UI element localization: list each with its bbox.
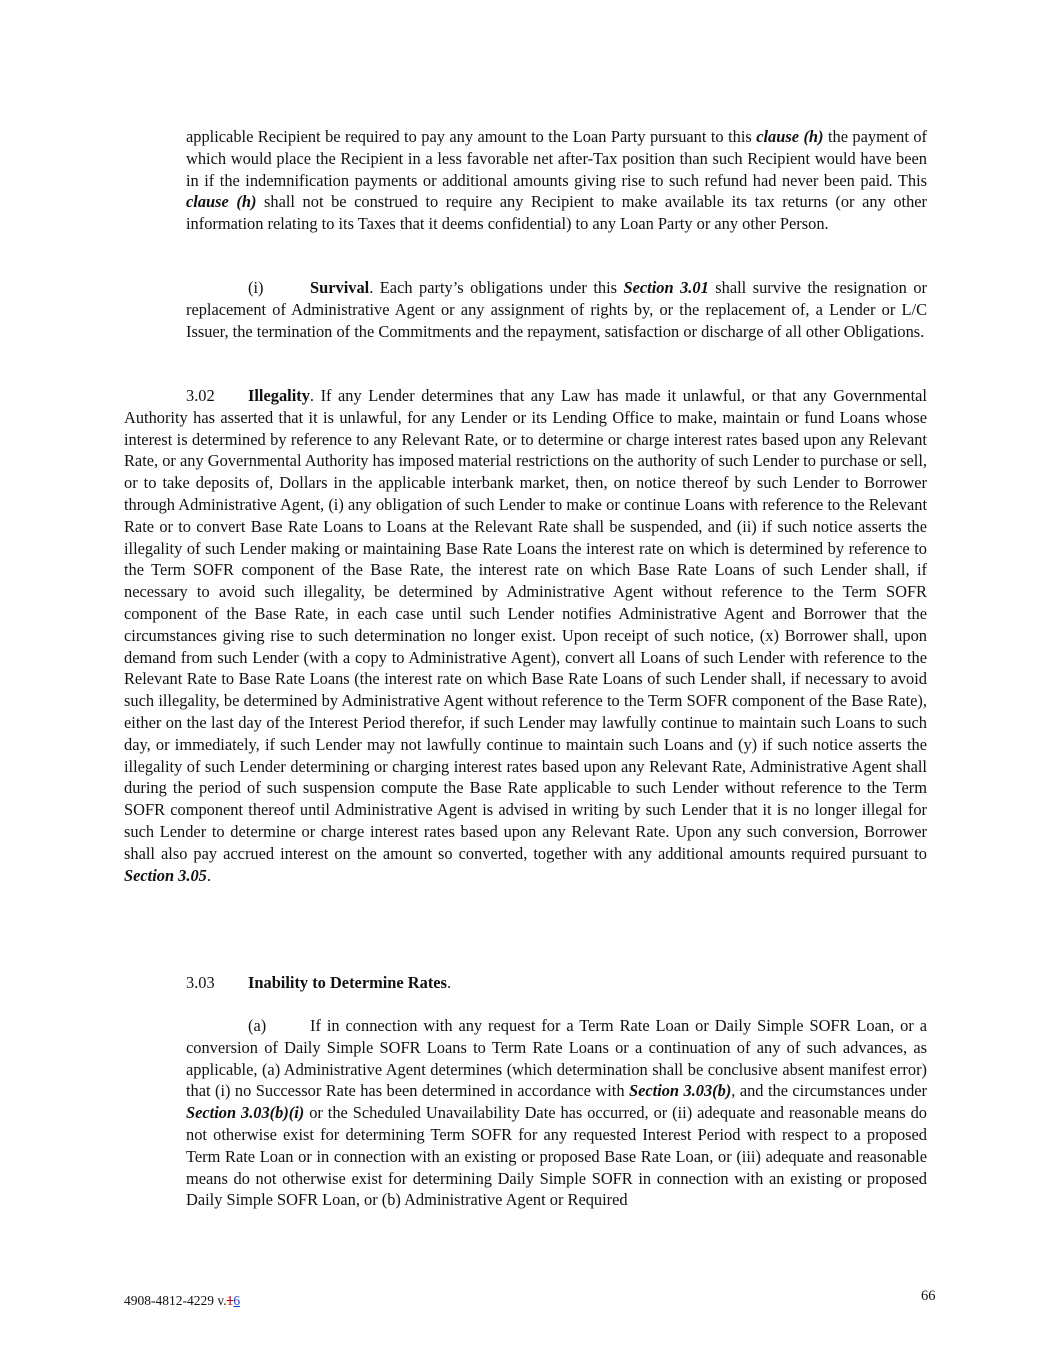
section-heading: Inability to Determine Rates — [248, 973, 447, 992]
cross-reference: Section 3.01 — [623, 278, 709, 297]
section-3-03-heading — [186, 972, 927, 994]
paragraph-h-continuation — [186, 126, 927, 235]
cross-reference: clause (h) — [186, 192, 257, 212]
paragraph-a — [186, 1015, 927, 1211]
cross-reference: Section 3.03(b) — [628, 1081, 732, 1101]
text: applicable Recipient be required to pay any amount to the Loan Party pursuant to this — [186, 127, 757, 146]
text: shall not be construed to require any Recipient to make available its tax returns (or any other information relating to its Taxes that it deems confidential) to any Loan Party or any other Person. — [186, 192, 927, 234]
text: . — [206, 865, 211, 885]
inserted-version: 6 — [233, 1293, 241, 1308]
text: . If any Lender determines that any Law has made it unlawful, or that any Governmental Authority has asserted that it is unlawful, for any Lender or its Lending Office to make, maintain or fund Loans whose interest is determined by reference to any Relevant Rate, or to determine or charge interest rates based upon any Relevant Rate, or any Governmental Authority has imposed material restrictions on the authority of such Lender to purchase or sell, or to take deposits of, Dollars in the applicable interbank market, then, on notice thereof by such Lender to Borrower through Administrative Agent, (i) any obligation of such Lender to make or continue Loans with reference to the Relevant Rate or to convert Base Rate Loans to Loans at the Relevant Rate shall be suspended, and (ii) if such notice asserts the illegality of such Lender making or maintaining Base Rate Loans the interest rate on which is determined by reference to the Term SOFR component of the Base Rate, the interest rate on which Base Rate Loans of such Lender shall, if necessary to avoid such illegality, be determined by Administrative Agent without reference to the Term SOFR component of the Base Rate, in each case until such Lender notifies Administrative Agent and Borrower that the circumstances giving rise to such determination no longer exist. Upon receipt of such notice, (x) Borrower shall, upon demand from such Lender (with a copy to Administrative Agent), convert all Loans of such Lender with reference to the Relevant Rate to Base Rate Loans (the interest rate on which Base Rate Loans of such Lender shall, if necessary to avoid such illegality, be determined by Administrative Agent without reference to the Term SOFR component of the Base Rate), either on the last day of the Interest Period therefor, if such Lender may lawfully continue to maintain such Loans to such day, or immediately, if such Lender may not lawfully continue to maintain such Loans and (y) if such notice asserts the illegality of such Lender determining or charging interest rates based upon any Relevant Rate, Administrative Agent shall during the period of such suspension compute the Base Rate applicable to such Lender without reference to the Term SOFR component thereof until Administrative Agent is advised in writing by such Lender that it is no longer illegal for such Lender to determine or charge interest rates based upon any Relevant Rate. Upon any such conversion, Borrower shall also pay accrued interest on the amount so converted, together with any additional amounts required pursuant to — [124, 386, 927, 863]
cross-reference: Section 3.03(b)(i) — [186, 1103, 305, 1123]
clause-heading: Survival — [310, 278, 370, 297]
section-3-02-illegality — [124, 385, 927, 886]
text: the payment of which would place the Recipient in a less favorable net after-Tax position than such Recipient would have been in if the indemnification payments or additional amounts giving rise to such refund had never been paid. This — [186, 127, 927, 190]
deleted-version: 1 — [226, 1293, 234, 1308]
section-number: 3.03 — [186, 973, 215, 992]
cross-reference: Section 3.05 — [124, 865, 207, 885]
page-number: 66 — [921, 1288, 936, 1304]
footer-document-id — [124, 1290, 240, 1312]
text: If in connection with any request for a Term Rate Loan or Daily Simple SOFR Loan, or a conversion of Daily Simple SOFR Loans to Term Rate Loans or a continuation of any of such advances, as applicable, (a) Administrative Agent determines (which determination shall be conclusive absent manifest error) that (i) no Successor Rate has been determined in accordance with — [186, 1016, 927, 1101]
text: . Each party’s obligations under this — [369, 278, 624, 297]
text: shall survive the resignation or replacement of Administrative Agent or any assignment of rights by, or the replacement of, a Lender or L/C Issuer, the termination of the Commitments and the repayment, satisfaction or discharge of all other Obligations. — [186, 278, 927, 341]
section-heading: Illegality — [248, 386, 310, 405]
doc-id-text: 4908-4812-4229 v. — [124, 1293, 227, 1308]
clause-number: (a) — [248, 1016, 267, 1035]
paragraph-i-survival — [186, 277, 927, 342]
clause-number: (i) — [248, 278, 264, 297]
text: or the Scheduled Unavailability Date has occurred, or (ii) adequate and reasonable means do not otherwise exist for determining Term SOFR for any requested Interest Period with respect to a proposed Term Rate Loan or in connection with an existing or proposed Base Rate Loan, or (iii) adequate and reasonable means do not otherwise exist for determining Daily Simple SOFR in connection with an existing or proposed Daily Simple SOFR Loan, or (b) Administrative Agent or Required — [186, 1103, 927, 1210]
section-number: 3.02 — [186, 386, 215, 405]
text: . — [446, 973, 452, 992]
cross-reference: clause (h) — [756, 127, 824, 146]
text: , and the circumstances under — [731, 1081, 927, 1101]
